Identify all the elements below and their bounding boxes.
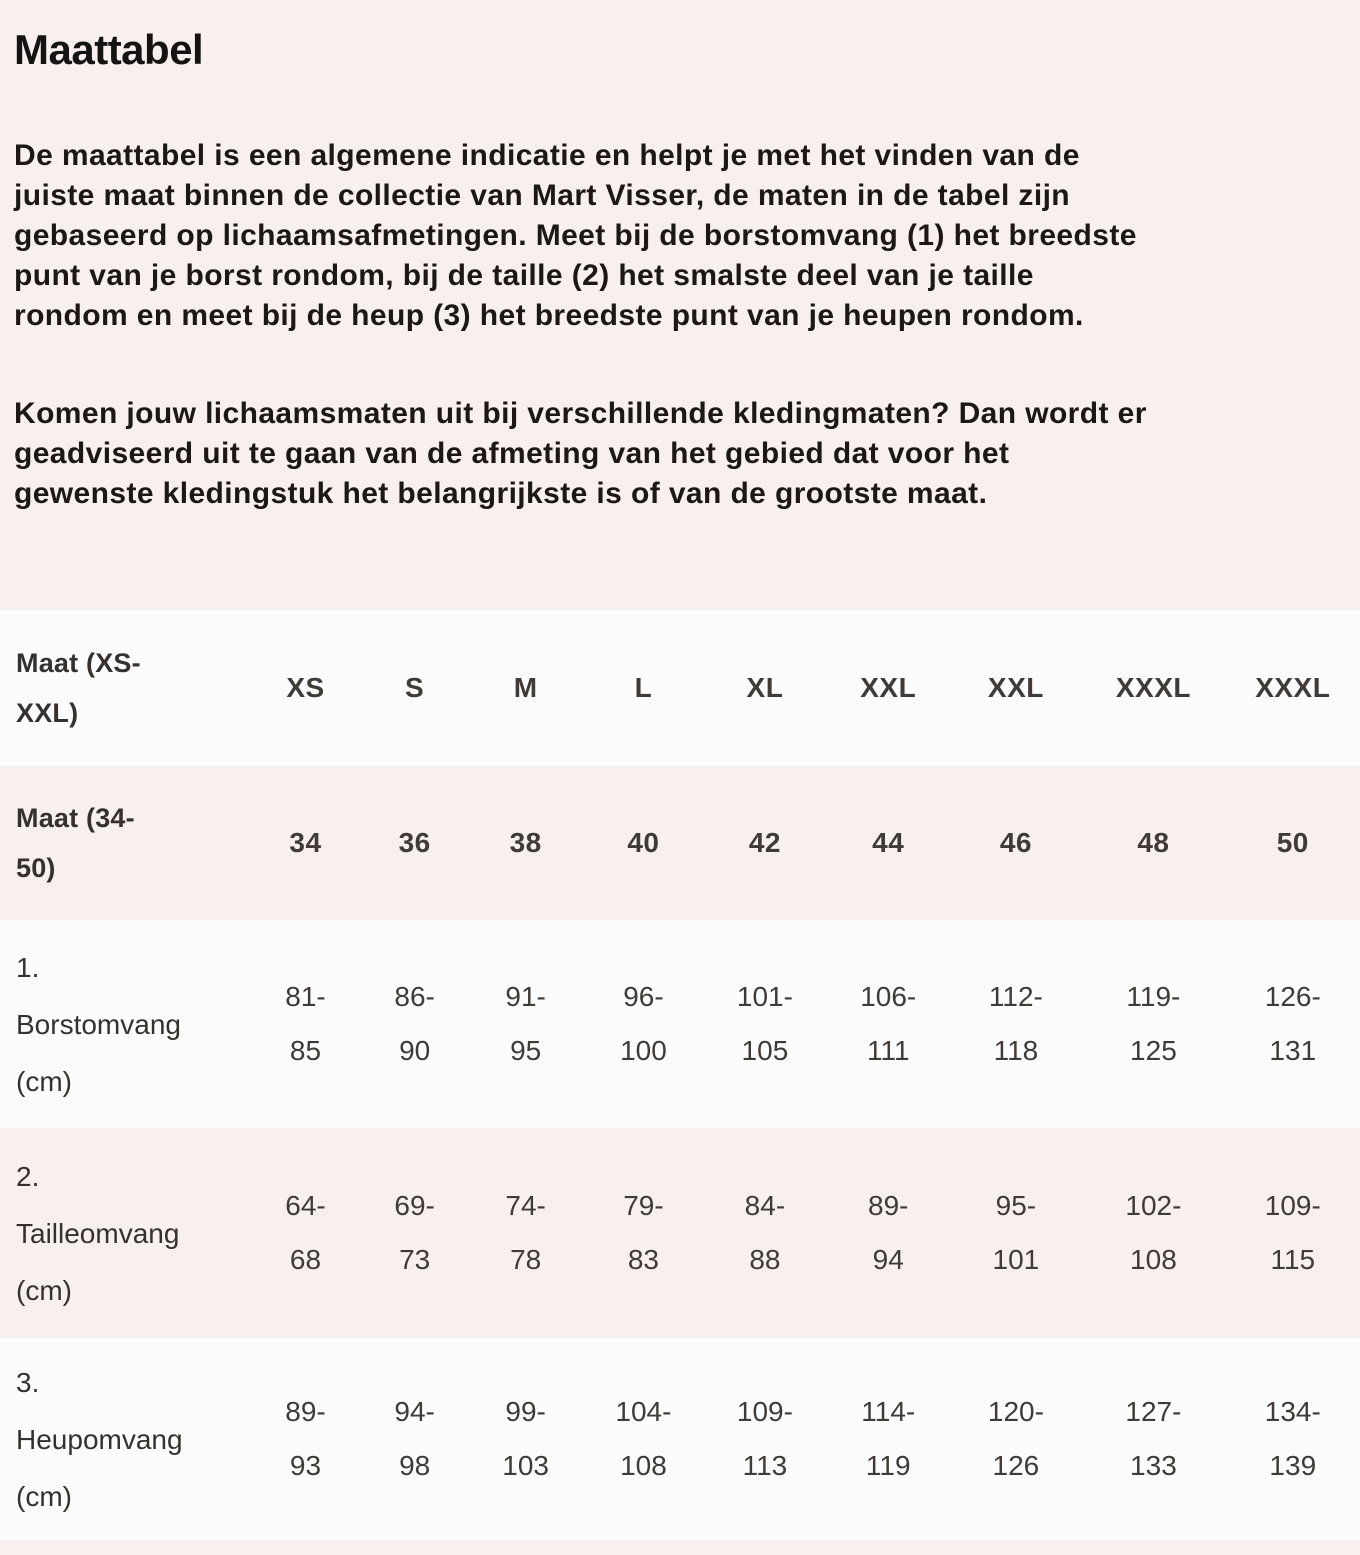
table-cell <box>250 1385 361 1493</box>
label-line: 3. <box>16 1366 40 1398</box>
table-cell <box>1081 827 1225 859</box>
cell-line: 113 <box>742 1450 788 1481</box>
cell-line: 78 <box>510 1244 542 1275</box>
table-row-tailleomvang <box>0 1128 1360 1338</box>
label-line: Tailleomvang <box>16 1217 180 1249</box>
label-line: (cm) <box>16 1480 72 1512</box>
table-cell <box>468 1385 583 1493</box>
cell-line: 108 <box>620 1450 667 1481</box>
text-line: punt van je borst rondom, bij de taille (2) het smalste deel van je taille <box>14 259 1034 292</box>
table-cell <box>250 672 361 704</box>
cell-line: 131 <box>1269 1035 1317 1066</box>
table-cell <box>1081 672 1225 704</box>
cell-line: 40 <box>627 827 660 858</box>
cell-line: 111 <box>866 1035 910 1066</box>
table-cell <box>468 970 583 1078</box>
cell-line: 139 <box>1269 1450 1317 1481</box>
table-cell <box>1081 1385 1225 1493</box>
text-line: De maattabel is een algemene indicatie en helpt je met het vinden van de <box>14 139 1080 172</box>
cell-line: 38 <box>509 827 542 858</box>
cell-line: 94- <box>394 1396 435 1427</box>
label-line: 2. <box>16 1160 40 1192</box>
cell-line: 91- <box>505 981 546 1012</box>
table-cell <box>826 672 951 704</box>
page-title: Maattabel <box>14 26 204 73</box>
cell-line: 96- <box>623 981 664 1012</box>
table-cell <box>1226 1385 1360 1493</box>
table-cell <box>1081 1179 1225 1287</box>
table-row-maat-xs-xxl <box>0 610 1360 766</box>
table-cell <box>361 672 468 704</box>
cell-line: 126- <box>1264 981 1321 1012</box>
cell-line: 119- <box>1126 981 1181 1012</box>
cell-line: 42 <box>748 827 781 858</box>
cell-line: 112- <box>988 981 1043 1012</box>
cell-line: 79- <box>623 1190 664 1221</box>
cell-line: 101- <box>736 981 793 1012</box>
cell-line: 34 <box>289 827 322 858</box>
cell-line: 48 <box>1137 827 1170 858</box>
text-line: Komen jouw lichaamsmaten uit bij verschillende kledingmaten? Dan wordt er <box>14 397 1147 430</box>
cell-line: 73 <box>399 1244 431 1275</box>
cell-line: 120- <box>987 1396 1044 1427</box>
table-cell <box>250 827 361 859</box>
cell-line: 98 <box>399 1450 431 1481</box>
cell-line: 101 <box>992 1244 1040 1275</box>
cell-line: 103 <box>502 1450 549 1481</box>
table-cell <box>361 1385 468 1493</box>
cell-line: 88 <box>749 1244 781 1275</box>
text-line: juiste maat binnen de collectie van Mart Visser, de maten in de tabel zijn <box>14 179 1071 212</box>
row-label <box>0 939 250 1110</box>
cell-line: 69- <box>394 1190 435 1221</box>
text-line: geadviseerd uit te gaan van de afmeting van het gebied dat voor het <box>14 437 1010 470</box>
cell-line: 109- <box>736 1396 793 1427</box>
table-cell <box>1226 1179 1360 1287</box>
cell-line: XL <box>746 672 784 703</box>
table-cell <box>1226 827 1360 859</box>
cell-line: 74- <box>505 1190 546 1221</box>
cell-line: 109- <box>1264 1190 1321 1221</box>
table-cell <box>704 1385 826 1493</box>
table-cell <box>704 827 826 859</box>
text-line: gebaseerd op lichaamsafmetingen. Meet bij de borstomvang (1) het breedste <box>14 219 1137 252</box>
intro-paragraph <box>14 136 1346 336</box>
table-cell <box>951 1385 1082 1493</box>
cell-line: 81- <box>285 981 326 1012</box>
cell-line: 86- <box>394 981 435 1012</box>
table-cell <box>583 672 704 704</box>
table-cell <box>583 827 704 859</box>
table-cell <box>826 1385 951 1493</box>
cell-line: 85 <box>289 1035 322 1066</box>
label-line: (cm) <box>16 1065 72 1097</box>
cell-line: 64- <box>285 1190 326 1221</box>
cell-line: 95 <box>510 1035 542 1066</box>
table-cell <box>361 827 468 859</box>
table-cell <box>361 1179 468 1287</box>
cell-line: 118 <box>993 1035 1039 1066</box>
cell-line: 105 <box>741 1035 789 1066</box>
cell-line: 108 <box>1130 1244 1177 1275</box>
table-cell <box>583 970 704 1078</box>
cell-line: 83 <box>627 1244 659 1275</box>
table-cell <box>583 1385 704 1493</box>
page-content <box>0 0 1360 514</box>
cell-line: 102- <box>1125 1190 1182 1221</box>
table-cell <box>468 1179 583 1287</box>
table-cell <box>250 1179 361 1287</box>
table-cell <box>704 672 826 704</box>
cell-line: 68 <box>289 1244 322 1275</box>
cell-line: 36 <box>398 827 431 858</box>
label-line: XXL) <box>16 698 79 728</box>
table-cell <box>951 672 1082 704</box>
cell-line: L <box>634 672 653 703</box>
cell-line: 44 <box>872 827 905 858</box>
cell-line: 46 <box>999 827 1032 858</box>
cell-line: 100 <box>620 1035 667 1066</box>
table-row-heupomvang <box>0 1338 1360 1540</box>
table-cell <box>951 970 1082 1078</box>
advice-paragraph <box>14 394 1346 514</box>
text-line: gewenste kledingstuk het belangrijkste is of van de grootste maat. <box>14 477 988 510</box>
table-cell <box>951 1179 1082 1287</box>
cell-line: 94 <box>872 1244 904 1275</box>
cell-line: 89- <box>285 1396 326 1427</box>
cell-line: XS <box>286 672 325 703</box>
table-cell <box>826 970 951 1078</box>
cell-line: 133 <box>1130 1450 1177 1481</box>
row-label <box>0 1354 250 1525</box>
cell-line: 93 <box>289 1450 322 1481</box>
cell-line: 126 <box>992 1450 1040 1481</box>
label-line: 1. <box>16 951 40 983</box>
table-row-maat-34-50 <box>0 766 1360 920</box>
cell-line: XXL <box>987 672 1044 703</box>
label-line: Heupomvang <box>16 1423 183 1455</box>
cell-line: 134- <box>1264 1396 1321 1427</box>
label-line: (cm) <box>16 1274 72 1306</box>
label-line: 50) <box>16 853 56 883</box>
table-cell <box>468 827 583 859</box>
table-cell <box>1081 970 1225 1078</box>
cell-line: XXXL <box>1115 672 1191 703</box>
cell-line: 106- <box>860 981 917 1012</box>
cell-line: 115 <box>1270 1244 1316 1275</box>
row-label <box>0 793 250 893</box>
cell-line: 50 <box>1276 827 1309 858</box>
cell-line: 99- <box>505 1396 546 1427</box>
table-cell <box>468 672 583 704</box>
cell-line: 114- <box>861 1396 916 1427</box>
table-cell <box>951 827 1082 859</box>
cell-line: M <box>513 672 538 703</box>
cell-line: XXL <box>860 672 917 703</box>
table-row-borstomvang <box>0 920 1360 1128</box>
cell-line: 119 <box>865 1450 911 1481</box>
cell-line: 89- <box>868 1190 909 1221</box>
cell-line: 84- <box>744 1190 786 1221</box>
cell-line: 95- <box>995 1190 1037 1221</box>
table-cell <box>250 970 361 1078</box>
text-line: rondom en meet bij de heup (3) het breedste punt van je heupen rondom. <box>14 299 1084 332</box>
table-cell <box>704 970 826 1078</box>
row-label <box>0 1148 250 1319</box>
table-cell <box>1226 970 1360 1078</box>
cell-line: XXXL <box>1255 672 1331 703</box>
label-line: Maat (34- <box>16 803 135 833</box>
table-cell <box>826 1179 951 1287</box>
cell-line: 127- <box>1125 1396 1182 1427</box>
table-cell <box>583 1179 704 1287</box>
cell-line: S <box>405 672 425 703</box>
cell-line: 90 <box>399 1035 431 1066</box>
table-cell <box>704 1179 826 1287</box>
cell-line: 125 <box>1130 1035 1177 1066</box>
table-cell <box>1226 672 1360 704</box>
table-cell <box>826 827 951 859</box>
size-table <box>0 610 1360 1540</box>
label-line: Maat (XS- <box>16 648 141 678</box>
label-line: Borstomvang <box>16 1008 181 1040</box>
row-label <box>0 638 250 738</box>
table-cell <box>361 970 468 1078</box>
cell-line: 104- <box>615 1396 672 1427</box>
